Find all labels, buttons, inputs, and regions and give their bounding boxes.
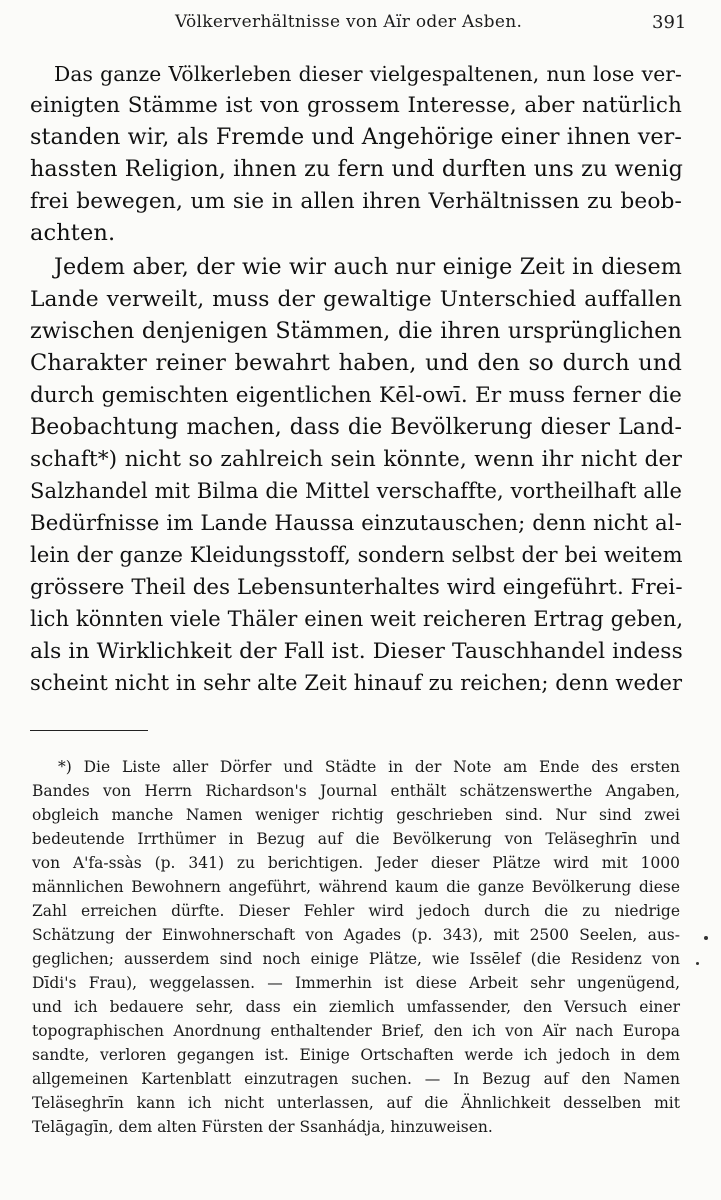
footnote-line: Dīdi's Frau), weggelassen. — Immerhin ist diese Arbeit sehr ungenügend,: [32, 974, 680, 992]
text-line: Charakter reiner bewahrt haben, und den so durch und: [30, 350, 682, 376]
text-line: einigten Stämme ist von grossem Interesse, aber natürlich: [30, 93, 682, 118]
footnote-line: topographischen Anordnung enthaltender Brief, den ich von Aïr nach Europa: [32, 1022, 680, 1040]
footnote-line: von A'fa-ssàs (p. 341) zu berichtigen. Jeder dieser Plätze wird mit 1000: [32, 854, 680, 872]
text-line: scheint nicht in sehr alte Zeit hinauf zu reichen; denn weder: [30, 671, 683, 695]
text-line: standen wir, als Fremde und Angehörige einer ihnen ver-: [30, 124, 682, 150]
text-line: Jedem aber, der wie wir auch nur einige Zeit in diesem: [54, 254, 682, 280]
footnote-line: Zahl erreichen dürfte. Dieser Fehler wird jedoch durch die zu niedrige: [32, 902, 680, 920]
footnote-line: *) Die Liste aller Dörfer und Städte in der Note am Ende des ersten: [58, 758, 680, 776]
text-line: Beobachtung machen, dass die Bevölkerung dieser Land-: [30, 415, 682, 440]
footnote-line: männlichen Bewohnern angeführt, während kaum die ganze Bevölkerung diese: [32, 878, 680, 896]
text-line: Das ganze Völkerleben dieser vielgespaltenen, nun lose ver-: [54, 62, 682, 86]
scan-speck: [704, 936, 708, 940]
text-line: grössere Theil des Lebensunterhaltes wird eingeführt. Frei-: [30, 575, 683, 600]
text-line: achten.: [30, 220, 116, 246]
footnote-line: obgleich manche Namen weniger richtig geschrieben sind. Nur sind zwei: [32, 806, 680, 824]
footnote-line: Teläseghrīn kann ich nicht unterlassen, auf die Ähnlichkeit desselben mit: [32, 1094, 680, 1112]
text-line: zwischen denjenigen Stämmen, die ihren ursprünglichen: [30, 318, 682, 344]
footnote-line: geglichen; ausserdem sind noch einige Plätze, wie Issēlef (die Residenz von: [32, 950, 680, 968]
footnote-line: Telāgagīn, dem alten Fürsten der Ssanhádja, hinzuweisen.: [32, 1118, 493, 1136]
footnote-line: und ich bedauere sehr, dass ein ziemlich umfassender, den Versuch einer: [32, 998, 680, 1016]
text-line: lein der ganze Kleidungsstoff, sondern selbst der bei weitem: [30, 543, 683, 567]
text-line: Salzhandel mit Bilma die Mittel verschaffte, vortheilhaft alle: [30, 479, 682, 503]
footnote-line: bedeutende Irrthümer in Bezug auf die Bevölkerung von Teläseghrīn und: [32, 830, 680, 848]
scan-speck: [696, 962, 699, 965]
text-line: Bedürfnisse im Lande Haussa einzutauschen; denn nicht al-: [30, 511, 682, 536]
page-number: 391: [652, 12, 687, 33]
text-line: durch gemischten eigentlichen Kēl-owī. Er muss ferner die: [30, 383, 682, 408]
text-line: frei bewegen, um sie in allen ihren Verhältnissen zu beob-: [30, 189, 682, 214]
footnote-rule: [30, 730, 148, 731]
footnote-line: Bandes von Herrn Richardson's Journal enthält schätzenswerthe Angaben,: [32, 782, 680, 800]
running-title: Völkerverhältnisse von Aïr oder Asben.: [175, 12, 523, 32]
text-line: Lande verweilt, muss der gewaltige Unterschied auffallen: [30, 287, 682, 312]
footnote-line: allgemeinen Kartenblatt einzutragen suchen. — In Bezug auf den Namen: [32, 1070, 680, 1088]
text-line: als in Wirklichkeit der Fall ist. Dieser Tauschhandel indess: [30, 639, 683, 664]
text-line: schaft*) nicht so zahlreich sein könnte, wenn ihr nicht der: [30, 447, 682, 472]
footnote-line: sandte, verloren gegangen ist. Einige Ortschaften werde ich jedoch in dem: [32, 1046, 680, 1064]
footnote-line: Schätzung der Einwohnerschaft von Agades (p. 343), mit 2500 Seelen, aus-: [32, 926, 680, 944]
text-line: hassten Religion, ihnen zu fern und durften uns zu wenig: [30, 156, 683, 182]
text-line: lich könnten viele Thäler einen weit reicheren Ertrag geben,: [30, 607, 684, 631]
